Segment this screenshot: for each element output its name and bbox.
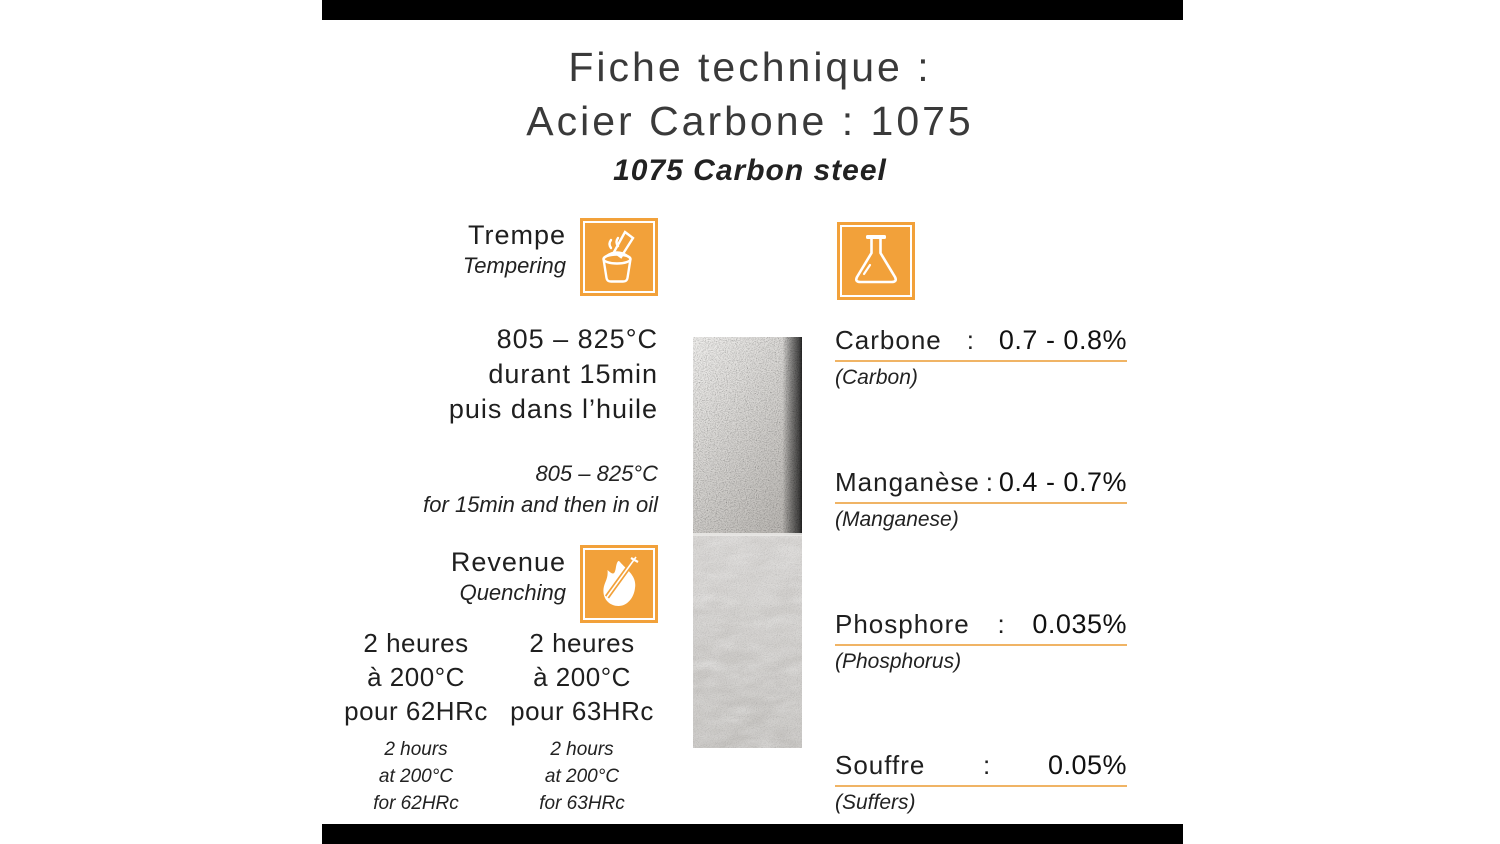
composition-row-phosphore bbox=[835, 609, 1127, 674]
composition-label: Carbone bbox=[835, 325, 942, 355]
composition-colon: : bbox=[985, 467, 994, 497]
composition-label: Manganèse bbox=[835, 467, 980, 497]
tempering-en-line: 805 – 825°C bbox=[535, 461, 658, 486]
composition-label: Souffre bbox=[835, 750, 926, 780]
composition-main bbox=[835, 750, 1127, 787]
tempering-header bbox=[0, 218, 658, 296]
composition-value: 0.035% bbox=[1032, 609, 1127, 639]
composition-alt-label: (Carbon) bbox=[835, 366, 918, 389]
composition-alt-label: (Phosphorus) bbox=[835, 650, 962, 673]
quench-option-63hrc-fr: 2 heures à 200°C pour 63HRc bbox=[510, 628, 654, 726]
composition-colon: : bbox=[997, 609, 1005, 639]
letterbox-bottom bbox=[322, 824, 1183, 844]
header bbox=[0, 40, 1500, 188]
composition-colon: : bbox=[983, 750, 991, 780]
composition-row-souffre bbox=[835, 750, 1127, 815]
composition-value: 0.4 - 0.7% bbox=[998, 467, 1127, 497]
composition-main bbox=[835, 325, 1127, 362]
quench-bucket-icon bbox=[580, 218, 658, 296]
page-subtitle: 1075 Carbon steel bbox=[613, 154, 887, 187]
quench-option-62hrc-fr: 2 heures à 200°C pour 62HRc bbox=[344, 628, 488, 726]
composition-colon: : bbox=[966, 325, 974, 355]
tempering-section bbox=[0, 218, 658, 296]
quenching-labels bbox=[451, 545, 566, 606]
page-title-line1: Fiche technique : bbox=[568, 44, 932, 90]
tempering-en-line: for 15min and then in oil bbox=[423, 492, 658, 517]
quench-option-62hrc-en: 2 hours at 200°C for 62HRc bbox=[373, 739, 459, 814]
composition-alt-label: (Manganese) bbox=[835, 508, 959, 531]
composition-main bbox=[835, 609, 1127, 646]
composition-value: 0.7 - 0.8% bbox=[998, 325, 1127, 355]
quenching-options-fr bbox=[0, 626, 658, 728]
quenching-section bbox=[0, 545, 658, 623]
composition-main bbox=[835, 467, 1127, 504]
page-title-line2: Acier Carbone : 1075 bbox=[526, 98, 974, 144]
tempering-label-en: Tempering bbox=[462, 253, 566, 278]
composition-label: Phosphore bbox=[835, 609, 970, 639]
composition-value: 0.05% bbox=[1047, 750, 1127, 780]
flask-icon bbox=[837, 222, 915, 300]
tempering-fr-line: puis dans l’huile bbox=[448, 394, 658, 424]
composition-alt-label: (Suffers) bbox=[835, 791, 916, 814]
tempering-fr-line: 805 – 825°C bbox=[496, 324, 658, 354]
letterbox-top bbox=[322, 0, 1183, 20]
flame-icon bbox=[580, 545, 658, 623]
quenching-options-en bbox=[0, 736, 658, 817]
composition-row-carbone bbox=[835, 325, 1127, 390]
quench-option-63hrc-en: 2 hours at 200°C for 63HRc bbox=[539, 739, 625, 814]
tempering-labels bbox=[463, 218, 566, 279]
tempering-label-fr: Trempe bbox=[467, 220, 566, 250]
tempering-fr-line: durant 15min bbox=[488, 359, 658, 389]
quenching-label-fr: Revenue bbox=[450, 547, 566, 577]
composition-row-manganese bbox=[835, 467, 1127, 532]
tempering-instructions-fr bbox=[0, 322, 658, 427]
steel-sample-photo bbox=[693, 337, 802, 748]
quenching-label-en: Quenching bbox=[459, 580, 566, 605]
quenching-header bbox=[0, 545, 658, 623]
tempering-instructions-en bbox=[0, 458, 658, 520]
